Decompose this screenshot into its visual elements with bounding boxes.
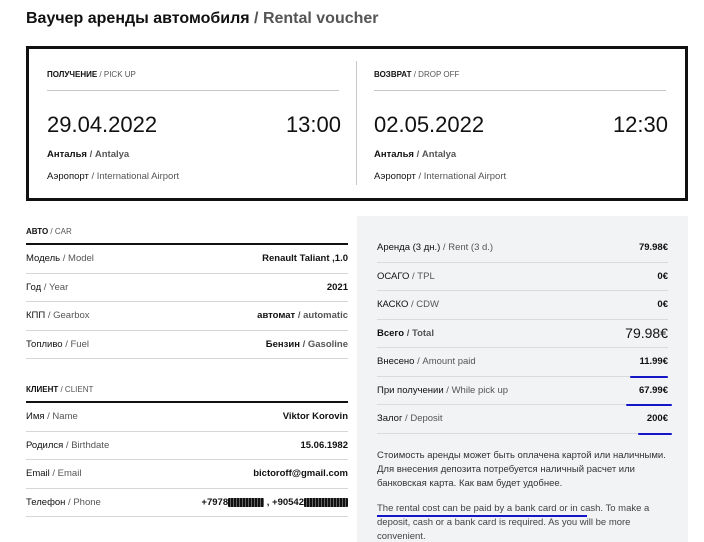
row-value	[266, 339, 348, 350]
row-label-en: / Total	[404, 327, 434, 339]
dropoff-heading	[374, 70, 459, 79]
pickup-place-ru: Аэропорт	[47, 171, 89, 182]
row-label-ru: Родился	[26, 439, 64, 451]
client-phone-value	[201, 497, 348, 508]
car-row-gearbox	[26, 302, 348, 331]
row-label	[26, 411, 78, 422]
row-label-en: / Email	[49, 468, 82, 480]
client-birthdate-value: 15.06.1982	[300, 439, 348, 451]
row-label	[377, 413, 443, 424]
row-label-ru: Аренда (3 дн.)	[377, 242, 441, 254]
row-label-en: / Model	[60, 253, 94, 265]
car-row-model	[26, 245, 348, 274]
row-label	[26, 497, 101, 508]
row-label	[377, 271, 435, 282]
row-label-en: / CDW	[408, 299, 439, 311]
dropoff-heading-en: / DROP OFF	[411, 70, 460, 79]
row-label-ru: Email	[26, 468, 50, 480]
client-row-birthdate	[26, 432, 348, 461]
row-label	[377, 356, 476, 367]
row-label-en: / TPL	[409, 270, 435, 282]
car-row-fuel	[26, 331, 348, 360]
row-label-ru: Топливо	[26, 338, 63, 350]
row-label-en: / Gearbox	[45, 310, 90, 322]
client-email-value: bictoroff@gmail.com	[253, 468, 348, 480]
dropoff-rule	[374, 90, 666, 91]
dropoff-place-ru: Аэропорт	[374, 171, 416, 182]
row-label-ru: При получении	[377, 384, 444, 396]
row-label-ru: КПП	[26, 310, 46, 322]
row-value	[257, 310, 348, 321]
price-row-amount-paid	[377, 348, 668, 377]
client-row-name	[26, 403, 348, 432]
price-row-deposit	[377, 405, 668, 434]
row-label-en: / Amount paid	[414, 356, 476, 368]
dropoff-date: 02.05.2022	[374, 112, 485, 137]
phone-prefix-1: +7978	[201, 496, 229, 508]
row-label-ru: КАСКО	[377, 299, 409, 311]
payment-note-en-text: The rental cost can be paid by a bank card or in cash. To make a deposit, cash or a bank card is required. As you will be more convenient.	[377, 502, 650, 542]
row-value-en: / Gasoline	[299, 338, 348, 350]
dropoff-city-ru: Анталья	[374, 149, 414, 160]
row-label	[26, 468, 81, 479]
row-value-ru: Renault Taliant ,1.0	[262, 253, 348, 265]
row-label-en: / Deposit	[402, 413, 443, 425]
row-value	[262, 253, 348, 264]
client-heading-ru: КЛИЕНТ	[26, 385, 59, 394]
price-value: 0€	[657, 299, 668, 311]
row-label	[26, 339, 89, 350]
row-label	[26, 282, 68, 293]
price-row-total	[377, 320, 668, 349]
row-label-ru: Модель	[26, 253, 61, 265]
page-title	[26, 10, 379, 28]
car-heading-en: / CAR	[48, 227, 72, 236]
page-title-en: / Rental voucher	[254, 10, 379, 27]
details-column	[26, 216, 348, 517]
handwritten-underline	[377, 515, 587, 517]
pickup-city	[47, 149, 129, 160]
pickup-place-en: / International Airport	[88, 171, 180, 182]
dropoff-place-en: / International Airport	[415, 171, 507, 182]
pickup-time: 13:00	[285, 112, 341, 137]
dropoff-heading-ru: ВОЗВРАТ	[374, 70, 412, 79]
row-label	[377, 242, 493, 253]
row-label-ru: Имя	[26, 411, 45, 423]
car-heading	[26, 216, 348, 245]
dropoff-place	[374, 171, 506, 182]
price-row-cdw	[377, 291, 668, 320]
pickup-city-en: / Antalya	[86, 149, 130, 160]
row-label	[377, 385, 508, 396]
pickup-section	[47, 49, 343, 198]
pickup-place	[47, 171, 179, 182]
pickup-date: 29.04.2022	[47, 112, 158, 137]
price-value: 11.99€	[639, 356, 668, 368]
row-value-en: / automatic	[295, 310, 348, 322]
price-value: 200€	[646, 413, 668, 425]
client-row-email	[26, 460, 348, 489]
row-label	[377, 328, 434, 339]
page-title-ru: Ваучер аренды автомобиля	[26, 10, 250, 27]
pickup-city-ru: Анталья	[47, 149, 87, 160]
row-label-en: / While pick up	[443, 384, 509, 396]
price-value: 0€	[657, 270, 668, 282]
payment-note-en	[377, 502, 677, 542]
row-value-ru: 2021	[326, 281, 348, 293]
row-label-ru: Внесено	[377, 356, 415, 368]
client-name-value: Viktor Korovin	[282, 411, 348, 423]
row-label-ru: ОСАГО	[377, 270, 410, 282]
price-value: 79.98€	[638, 242, 668, 254]
total-value: 79.98€	[625, 325, 668, 342]
row-value	[327, 282, 348, 293]
row-label	[377, 299, 439, 310]
row-label-en: / Birthdate	[63, 439, 110, 451]
pickup-heading	[47, 70, 136, 79]
car-heading-ru: АВТО	[26, 227, 49, 236]
pickup-rule	[47, 90, 339, 91]
row-label-en: / Fuel	[62, 338, 89, 350]
row-label-ru: Телефон	[26, 496, 66, 508]
row-label	[26, 253, 94, 264]
pickup-heading-ru: ПОЛУЧЕНИЕ	[47, 70, 98, 79]
trip-box	[26, 46, 688, 201]
car-row-year	[26, 274, 348, 303]
price-value: 67.99€	[638, 384, 668, 396]
row-label-ru: Залог	[377, 413, 403, 425]
client-row-phone	[26, 489, 348, 518]
dropoff-time: 12:30	[612, 112, 668, 137]
row-label	[26, 310, 90, 321]
row-label-en: / Rent (3 d.)	[440, 242, 494, 254]
dropoff-section	[374, 49, 670, 198]
redacted-phone-1	[228, 498, 264, 507]
price-summary-panel	[357, 216, 688, 542]
row-value-ru: автомат	[257, 310, 296, 322]
row-value-ru: Бензин	[265, 338, 300, 350]
dropoff-city-en: / Antalya	[413, 149, 457, 160]
handwritten-underline	[638, 433, 672, 435]
client-heading-en: / CLIENT	[58, 385, 94, 394]
row-label-ru: Всего	[377, 327, 405, 339]
row-label-ru: Год	[26, 281, 42, 293]
pickup-heading-en: / PICK UP	[97, 70, 136, 79]
row-label-en: / Name	[44, 411, 78, 423]
phone-prefix-2: +90542	[272, 496, 304, 508]
row-label-en: / Year	[41, 281, 69, 293]
payment-note-ru: Стоимость аренды может быть оплачена картой или наличными. Для внесения депозита потребуется наличный расчет или банковская карта. Как вам будет удобнее.	[377, 449, 666, 489]
price-row-pickup-payment	[377, 377, 668, 406]
redacted-phone-2	[304, 498, 348, 507]
dropoff-city	[374, 149, 456, 160]
row-label-en: / Phone	[65, 496, 101, 508]
client-heading	[26, 374, 348, 403]
price-row-tpl	[377, 263, 668, 292]
price-row-rent	[377, 234, 668, 263]
phone-separator: ,	[264, 496, 273, 508]
section-spacer	[26, 359, 348, 374]
trip-divider	[356, 61, 357, 185]
row-label	[26, 440, 109, 451]
